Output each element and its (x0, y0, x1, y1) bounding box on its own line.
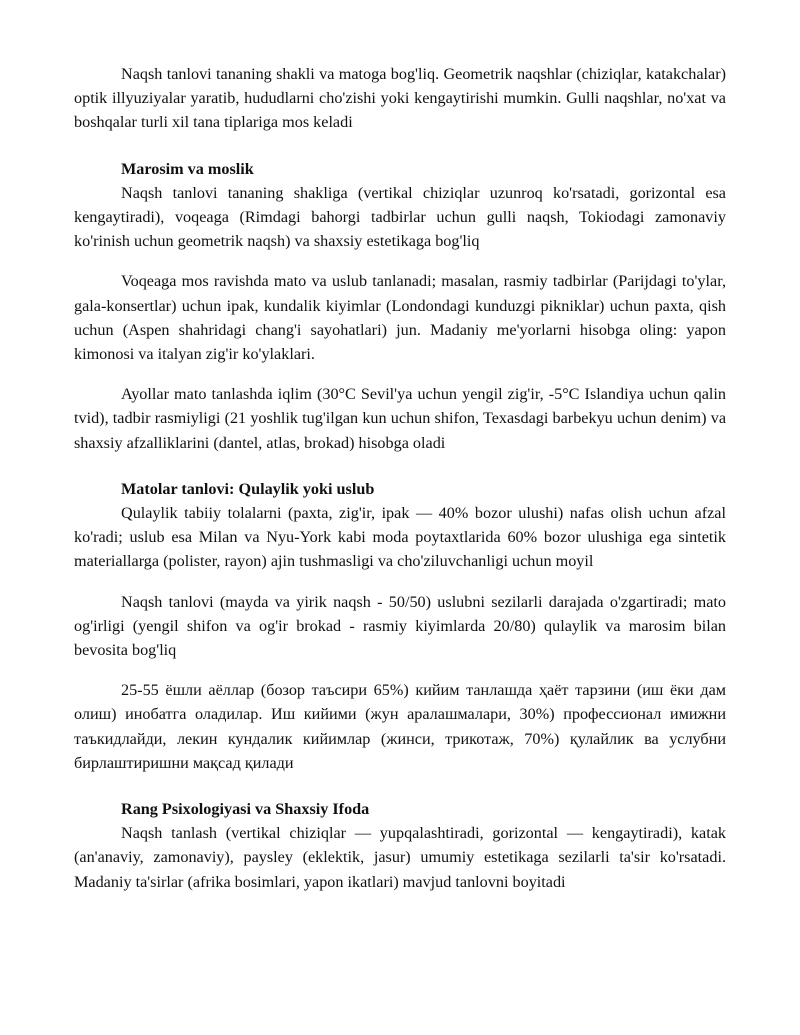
paragraph-pattern-occasion: Naqsh tanlovi tananing shakliga (vertikal chiziqlar uzunroq ko'rsatadi, gorizontal esa kengaytiradi), voqeaga (Rimdagi bahorgi tadbirlar uchun gulli naqsh, Tokiodagi zamonaviy ko'rinish uchun geometrik naqsh) va shaxsiy estetikaga bog'liq (74, 183, 726, 251)
paragraph-pattern-size-weight: Naqsh tanlovi (mayda va yirik naqsh - 50/50) uslubni sezilarli darajada o'zgartiradi; mato og'irligi (yengil shifon va og'ir brokad - rasmiy kiyimlarda 20/80) qulaylik va marosim bilan bevosita bog'liq (74, 592, 726, 660)
document-page (74, 62, 726, 894)
paragraph-pattern-selection-cultural: Naqsh tanlash (vertikal chiziqlar — yupqalashtiradi, gorizontal — kengaytiradi), katak (an'anaviy, zamonaviy), paysley (eklektik, jasur) umumiy estetikaga sezilarli ta'sir ko'rsatadi. Madaniy ta'sirlar (afrika bosimlari, yapon ikatlari) mavjud tanlovni boyitadi (74, 824, 726, 891)
paragraph-natural-vs-synthetic: Qulaylik tabiiy tolalarni (paxta, zig'ir, ipak — 40% bozor ulushi) nafas olish uchun afzal ko'radi; uslub esa Milan va Nyu-York kabi moda poytaxtlarida 60% bozor ulushiga ega sintetik materiallarga (polister, rayon) ajin tushmasligi va cho'ziluvchanligi uchun moyil (74, 504, 726, 571)
paragraph-fabric-by-event: Voqeaga mos ravishda mato va uslub tanlanadi; masalan, rasmiy tadbirlar (Parijdagi to'ylar, gala-konsertlar) uchun ipak, kundalik kiyimlar (Londondagi kunduzgi pikniklar) uchun paxta, qish uchun (Aspen shahridagi chang'i sayohatlari) jun. Madaniy me'yorlarni hisobga oling: yapon kimonosi va italyan zig'ir ko'ylaklari. (74, 272, 726, 364)
paragraph-women-lifestyle-cyrillic: 25-55 ёшли аёллар (бозор таъсири 65%) кийим танлашда ҳаёт тарзини (иш ёки дам олиш) инобатга оладилар. Иш кийими (жун аралашмалари, 30%) профессионал имижни таъкидлайди, лекин кундалик кийимлар (жинси, трикотаж, 70%) қулайлик ва услубни бирлаштиришни мақсад қилади (74, 681, 726, 772)
paragraph-pattern-body-shape: Naqsh tanlovi tananing shakli va matoga bog'liq. Geometrik naqshlar (chiziqlar, katakchalar) optik illyuziyalar yaratib, hududlarni cho'zishi yoki kengaytirishi mumkin. Gulli naqshlar, no'xat va boshqalar turli xil tana tiplariga mos keladi (74, 65, 726, 132)
heading-color-psychology: Rang Psixologiyasi va Shaxsiy Ifoda (121, 800, 370, 819)
heading-fabric-comfort-style: Matolar tanlovi: Qulaylik yoki uslub (121, 479, 375, 498)
paragraph-climate-formality: Ayollar mato tanlashda iqlim (30°C Sevil'ya uchun yengil zig'ir, -5°C Islandiya uchun qalin tvid), tadbir rasmiyligi (21 yoshlik tug'ilgan kun uchun shifon, Texasdagi barbekyu uchun denim) va shaxsiy afzalliklarini (dantel, atlas, brokad) hisobga oladi (74, 385, 726, 452)
heading-ceremony-suitability: Marosim va moslik (121, 159, 254, 178)
